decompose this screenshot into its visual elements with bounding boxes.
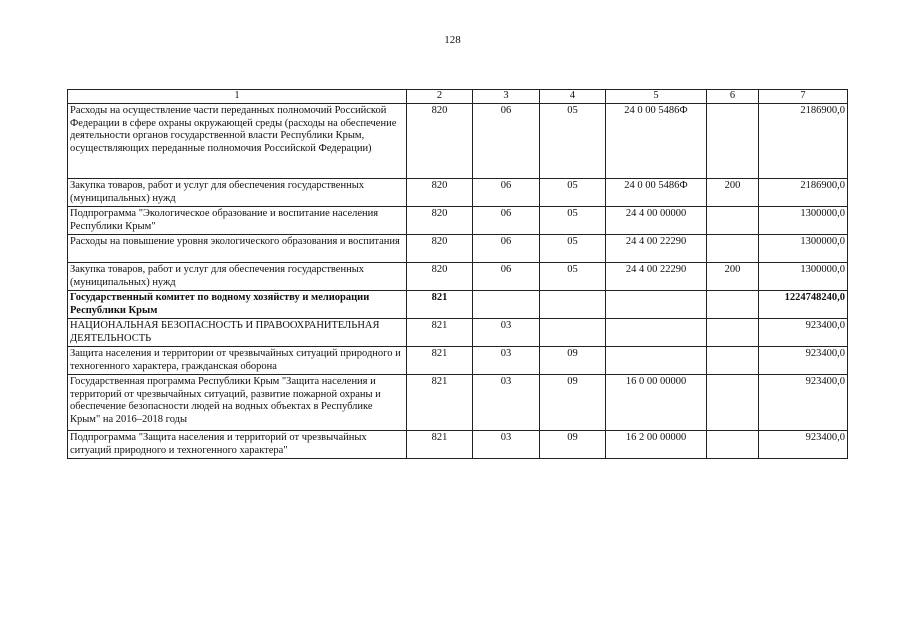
row-name-cell: Защита населения и территории от чрезвычайных ситуаций природного и техногенного характера, гражданская оборона [68,347,407,375]
row-expense-type-cell [707,291,759,319]
row-subsection-cell [540,291,606,319]
row-section-cell: 06 [473,207,540,235]
row-amount-cell: 2186900,0 [759,104,848,179]
row-section-cell: 03 [473,375,540,431]
table-row [68,319,848,347]
row-subsection-cell: 09 [540,431,606,459]
row-amount-cell: 923400,0 [759,347,848,375]
row-admin-code-cell: 820 [407,207,473,235]
row-subsection-cell: 09 [540,347,606,375]
row-amount-cell: 1300000,0 [759,263,848,291]
row-subsection-cell: 05 [540,207,606,235]
row-amount-cell: 2186900,0 [759,179,848,207]
row-target-article-cell: 24 0 00 5486Ф [606,104,707,179]
row-expense-type-cell: 200 [707,263,759,291]
row-admin-code-cell: 821 [407,347,473,375]
row-target-article-cell: 24 4 00 22290 [606,235,707,263]
column-header: 4 [540,90,606,104]
row-target-article-cell: 16 2 00 00000 [606,431,707,459]
row-subsection-cell: 09 [540,375,606,431]
row-target-article-cell: 16 0 00 00000 [606,375,707,431]
row-section-cell: 03 [473,319,540,347]
row-amount-cell: 1224748240,0 [759,291,848,319]
page-number: 128 [444,34,461,46]
table-row [68,347,848,375]
row-section-cell: 06 [473,263,540,291]
row-name-cell: Подпрограмма "Экологическое образование и воспитание населения Республики Крым" [68,207,407,235]
table-header-row [68,90,848,104]
row-target-article-cell: 24 0 00 5486Ф [606,179,707,207]
row-name-cell: Расходы на осуществление части переданных полномочий Российской Федерации в сфере охраны окружающей среды (расходы на обеспечение деятельности органов государственной власти Республики Крым, осуществляющих переданные полномочия Российской Федерации) [68,104,407,179]
row-admin-code-cell: 821 [407,431,473,459]
budget-table [67,89,848,459]
row-admin-code-cell: 820 [407,179,473,207]
row-amount-cell: 923400,0 [759,319,848,347]
table-row [68,235,848,263]
row-name-cell: Закупка товаров, работ и услуг для обеспечения государственных (муниципальных) нужд [68,179,407,207]
table-row [68,104,848,179]
row-name-cell: НАЦИОНАЛЬНАЯ БЕЗОПАСНОСТЬ И ПРАВООХРАНИТЕЛЬНАЯ ДЕЯТЕЛЬНОСТЬ [68,319,407,347]
row-section-cell: 03 [473,347,540,375]
table-row [68,375,848,431]
row-section-cell: 06 [473,104,540,179]
row-section-cell: 06 [473,179,540,207]
column-header: 5 [606,90,707,104]
row-admin-code-cell: 821 [407,319,473,347]
row-expense-type-cell [707,235,759,263]
row-admin-code-cell: 821 [407,375,473,431]
row-expense-type-cell [707,104,759,179]
row-subsection-cell: 05 [540,235,606,263]
row-amount-cell: 923400,0 [759,431,848,459]
row-name-cell: Подпрограмма "Защита населения и территорий от чрезвычайных ситуаций природного и техногенного характера" [68,431,407,459]
row-expense-type-cell [707,431,759,459]
row-expense-type-cell [707,207,759,235]
row-name-cell: Государственная программа Республики Крым "Защита населения и территорий от чрезвычайных ситуаций, развитие пожарной охраны и обеспечение безопасности людей на водных объектах в Республике Крым" на 2016–2018 годы [68,375,407,431]
row-admin-code-cell: 820 [407,104,473,179]
row-subsection-cell: 05 [540,104,606,179]
row-target-article-cell [606,319,707,347]
row-expense-type-cell [707,375,759,431]
row-amount-cell: 923400,0 [759,375,848,431]
row-subsection-cell: 05 [540,179,606,207]
column-header: 3 [473,90,540,104]
row-target-article-cell: 24 4 00 00000 [606,207,707,235]
table-row [68,263,848,291]
row-name-cell: Государственный комитет по водному хозяйству и мелиорации Республики Крым [68,291,407,319]
row-admin-code-cell: 821 [407,291,473,319]
row-expense-type-cell: 200 [707,179,759,207]
row-expense-type-cell [707,347,759,375]
row-section-cell: 03 [473,431,540,459]
column-header: 6 [707,90,759,104]
table-row [68,431,848,459]
row-section-cell [473,291,540,319]
column-header: 7 [759,90,848,104]
table-row [68,291,848,319]
row-name-cell: Расходы на повышение уровня экологического образования и воспитания [68,235,407,263]
row-subsection-cell [540,319,606,347]
table-row [68,207,848,235]
row-admin-code-cell: 820 [407,235,473,263]
column-header: 1 [68,90,407,104]
table-row [68,179,848,207]
row-expense-type-cell [707,319,759,347]
row-name-cell: Закупка товаров, работ и услуг для обеспечения государственных (муниципальных) нужд [68,263,407,291]
column-header: 2 [407,90,473,104]
row-target-article-cell [606,291,707,319]
row-section-cell: 06 [473,235,540,263]
row-target-article-cell: 24 4 00 22290 [606,263,707,291]
row-subsection-cell: 05 [540,263,606,291]
row-admin-code-cell: 820 [407,263,473,291]
row-target-article-cell [606,347,707,375]
row-amount-cell: 1300000,0 [759,235,848,263]
row-amount-cell: 1300000,0 [759,207,848,235]
